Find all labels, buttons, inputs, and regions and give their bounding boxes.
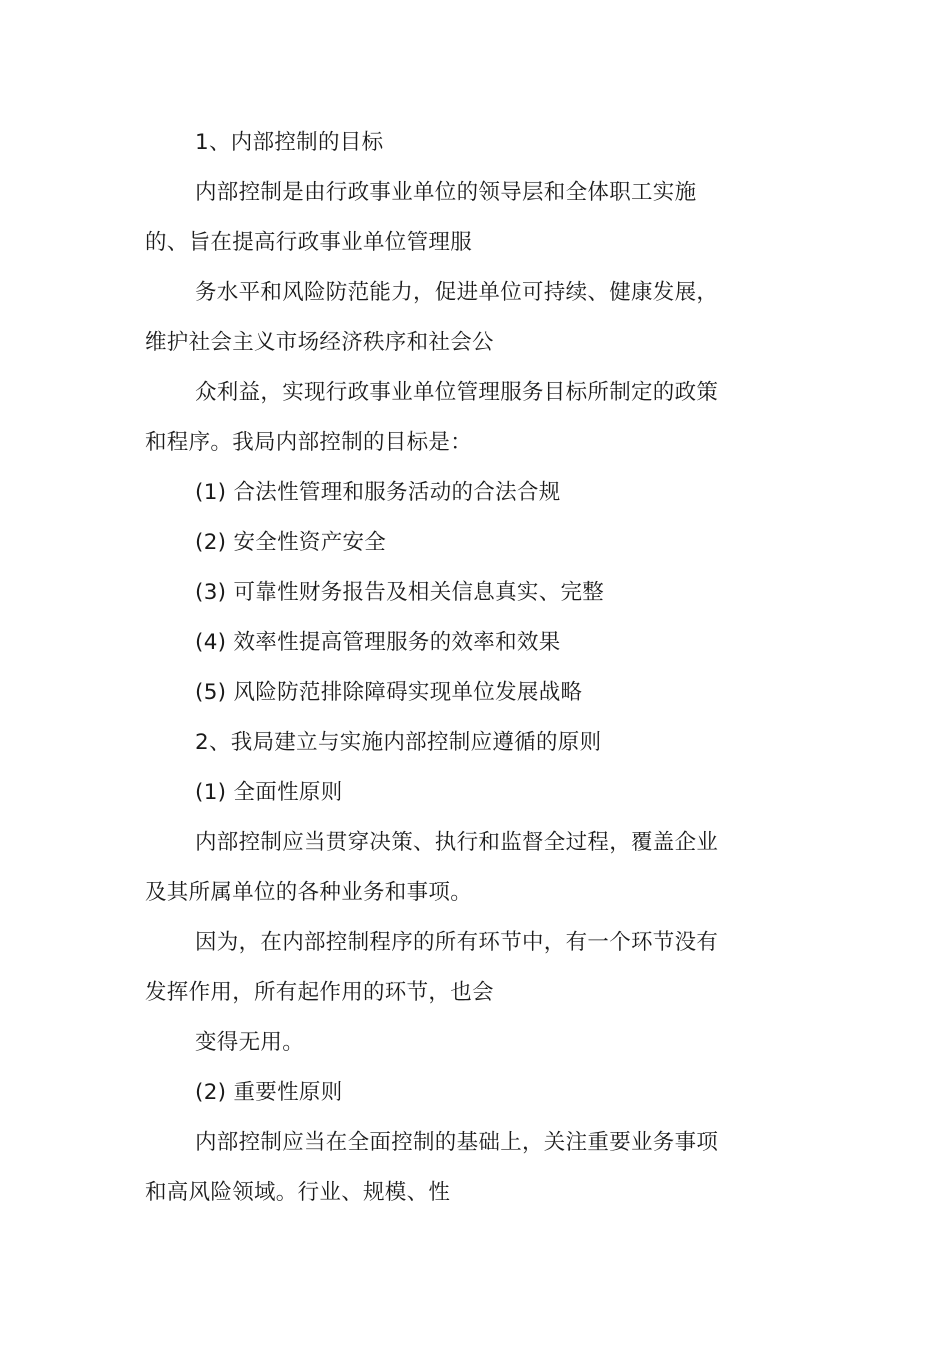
section-heading-principles: 2、我局建立与实施内部控制应遵循的原则: [195, 730, 602, 755]
paragraph-line: 内部控制应当在全面控制的基础上，关注重要业务事项: [195, 1130, 719, 1155]
list-item: (4) 效率性提高管理服务的效率和效果: [195, 630, 561, 655]
paragraph-line: 务水平和风险防范能力，促进单位可持续、健康发展，: [195, 280, 719, 305]
paragraph-line: 及其所属单位的各种业务和事项。: [145, 880, 473, 905]
subheading-comprehensiveness: (1) 全面性原则: [195, 780, 343, 805]
paragraph-line: 的、旨在提高行政事业单位管理服: [145, 230, 473, 255]
paragraph-line: 发挥作用，所有起作用的环节，也会: [145, 980, 494, 1005]
list-item: (2) 安全性资产安全: [195, 530, 387, 555]
list-item: (1) 合法性管理和服务活动的合法合规: [195, 480, 561, 505]
paragraph-line: 和程序。我局内部控制的目标是：: [145, 430, 473, 455]
paragraph-line: 内部控制是由行政事业单位的领导层和全体职工实施: [195, 180, 697, 205]
paragraph-line: 变得无用。: [195, 1030, 305, 1055]
list-item: (5) 风险防范排除障碍实现单位发展战略: [195, 680, 583, 705]
paragraph-line: 维护社会主义市场经济秩序和社会公: [145, 330, 494, 355]
paragraph-line: 和高风险领域。行业、规模、性: [145, 1180, 451, 1205]
paragraph-line: 众利益，实现行政事业单位管理服务目标所制定的政策: [195, 380, 719, 405]
list-item: (3) 可靠性财务报告及相关信息真实、完整: [195, 580, 605, 605]
subheading-importance: (2) 重要性原则: [195, 1080, 343, 1105]
paragraph-line: 内部控制应当贯穿决策、执行和监督全过程，覆盖企业: [195, 830, 719, 855]
paragraph-line: 因为，在内部控制程序的所有环节中，有一个环节没有: [195, 930, 719, 955]
section-heading-objectives: 1、内部控制的目标: [195, 130, 384, 155]
